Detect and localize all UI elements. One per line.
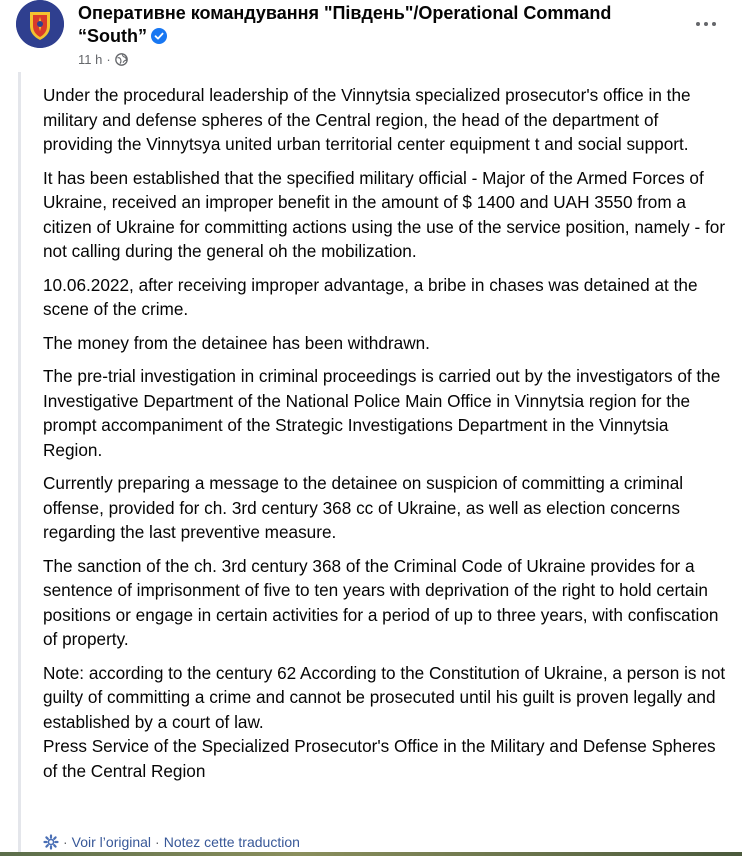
- page-avatar[interactable]: [16, 0, 64, 48]
- translation-bar: [43, 834, 300, 850]
- post-header: [16, 0, 742, 72]
- post-meta: [78, 52, 128, 67]
- verified-badge-icon: [151, 27, 167, 43]
- command-emblem-icon: [16, 0, 64, 48]
- rate-translation-link[interactable]: Notez cette traduction: [163, 834, 300, 850]
- page-name-text: Оперативне командування "Південь"/Operational Command “South”: [78, 3, 612, 46]
- more-options-icon-dot: [712, 22, 716, 26]
- meta-separator: ·: [106, 52, 111, 67]
- post-paragraph: Under the procedural leadership of the Vinnytsia specialized prosecutor's office in the military and defense spheres of the Central region, the head of the department of providing the Vinnytsya united urban territorial center equipment t and social support.: [43, 85, 691, 154]
- post-text: [43, 83, 727, 792]
- more-options-icon: [696, 22, 700, 26]
- page-name-link[interactable]: [78, 2, 638, 48]
- post-paragraph: Currently preparing a message to the detainee on suspicion of committing a criminal offense, provided for ch. 3rd century 368 cc of Ukraine, as well as election concerns regarding the last preventive measure.: [43, 473, 684, 542]
- view-original-link[interactable]: Voir l’original: [71, 834, 152, 850]
- post-paragraph: The money from the detainee has been withdrawn.: [43, 332, 430, 353]
- globe-icon[interactable]: [115, 53, 128, 66]
- post-paragraph: 10.06.2022, after receiving improper advantage, a bribe in chases was detained at the scene of the crime.: [43, 274, 698, 319]
- post-paragraph: The pre-trial investigation in criminal proceedings is carried out by the investigators of the Investigative Department of the National Police Main Office in Vinnytsia region for the prompt accompaniment of the Strategic Investigations Department in the Vinnytsia Region.: [43, 366, 721, 460]
- left-divider: [18, 72, 21, 856]
- post-paragraph: It has been established that the specified military official - Major of the Armed Forces of Ukraine, received an improper benefit in the amount of $ 1400 and UAH 3550 from a citizen of Ukraine for committing actions using the use of the service position, namely - for not calling during the general oh the mobilization.: [43, 167, 726, 261]
- bottom-image-edge: [0, 852, 742, 856]
- translation-separator: ·: [63, 834, 68, 850]
- more-options-button[interactable]: [688, 6, 724, 42]
- post-time[interactable]: 11 h: [78, 52, 103, 67]
- gear-icon[interactable]: [43, 834, 59, 850]
- post-paragraph: Note: according to the century 62 According to the Constitution of Ukraine, a person is not guilty of committing a crime and cannot be prosecuted until his guilt is proven legally and established by a court of law. Press Service of the Specialized Prosecutor's Office in the Military and Defense Spheres of the Central Region: [43, 662, 726, 781]
- more-options-icon-dot: [704, 22, 708, 26]
- translation-separator: ·: [155, 834, 160, 850]
- post-paragraph: The sanction of the ch. 3rd century 368 of the Criminal Code of Ukraine provides for a sentence of imprisonment of five to ten years with deprivation of the right to hold certain positions or engage in certain activities for a period of up to three years, with confiscation of property.: [43, 555, 719, 649]
